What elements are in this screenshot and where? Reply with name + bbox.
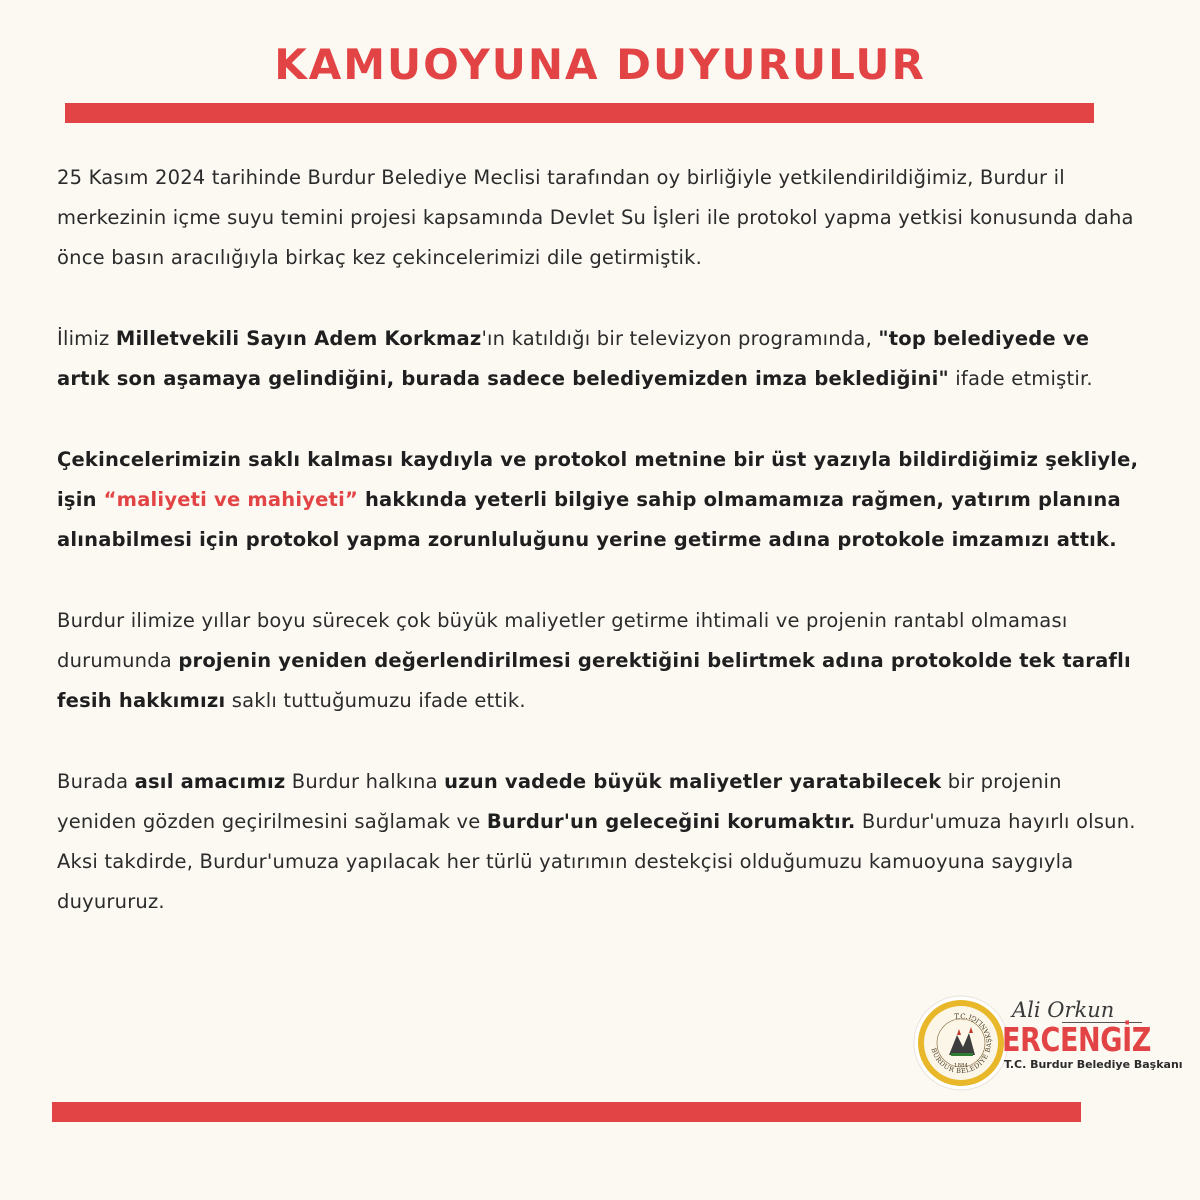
signature-surname: ERCENGİZ <box>1002 1020 1151 1059</box>
signature-block <box>1002 998 1183 1078</box>
p5-bold-1: asıl amacımız <box>134 770 286 793</box>
bottom-divider-bar <box>52 1102 1081 1122</box>
p4-text-1: Burdur ilimize yıllar boyu sürecek çok büyük maliyetler getirme ihtimali ve projenin rantabl olmaması durumunda <box>57 609 1068 672</box>
seal-year-text: 1884 <box>954 1063 968 1069</box>
p5-text-2: Burdur halkına <box>285 770 445 793</box>
p3-red-highlight: “maliyeti ve mahiyeti” <box>103 488 358 511</box>
signature-role: T.C. Burdur Belediye Başkanı <box>1004 1058 1183 1071</box>
p4-text-2: saklı tuttuğumuzu ifade ettik. <box>225 689 526 712</box>
p2-text-2: 'ın katıldığı bir televizyon programında, <box>481 327 879 350</box>
municipality-seal-icon <box>913 995 1009 1091</box>
p5-text-4: Burdur'umuza hayırlı olsun. Aksi takdirde, Burdur'umuza yapılacak her türlü yatırımın destekçisi olduğumuzu kamuoyuna saygıyla duyururuz. <box>57 810 1136 913</box>
p5-bold-3: Burdur'un geleceğini korumaktır. <box>486 810 856 833</box>
p5-text-1: Burada <box>57 770 135 793</box>
p3-bold-2: hakkında yeterli bilgiye sahip olmamamıza rağmen, yatırım planına alınabilmesi için protokol yapma zorunluluğunu yerine getirme adına protokole imzamızı attık. <box>57 488 1121 551</box>
top-divider-bar <box>65 103 1094 123</box>
signature-script: Ali Orkun <box>1012 998 1115 1022</box>
p2-bold-quote: "top belediyede ve artık son aşamaya gelindiğini, burada sadece belediyemizden imza beklediğini" <box>57 327 1090 390</box>
seal-tc-text: T.C. <box>954 1013 968 1021</box>
paragraph-2 <box>57 319 1147 399</box>
p2-bold-1: Milletvekili Sayın Adem Korkmaz <box>115 327 482 350</box>
paragraph-3 <box>57 440 1147 560</box>
seal-ring-text: BURDUR BELEDİYE BAŞKANLIĞI <box>929 1012 994 1076</box>
p5-text-3: bir projenin yeniden gözden geçirilmesini sağlamak ve <box>57 770 1062 833</box>
p2-text-1: İlimiz <box>57 327 116 350</box>
paragraph-1 <box>57 158 1147 278</box>
paragraph-1-text: 25 Kasım 2024 tarihinde Burdur Belediye Meclisi tarafından oy birliğiyle yetkilendirildiğimiz, Burdur il merkezinin içme suyu temini projesi kapsamında Devlet Su İşleri ile protokol yapma yetkisi konusunda daha önce basın aracılığıyla birkaç kez çekincelerimizi dile getirmiştik. <box>57 166 1134 269</box>
announcement-body <box>57 158 1147 963</box>
paragraph-5 <box>57 762 1147 922</box>
p3-bold-1: Çekincelerimizin saklı kalması kaydıyla ve protokol metnine bir üst yazıyla bildirdiğimiz şekliyle, işin <box>57 448 1139 511</box>
p5-bold-2: uzun vadede büyük maliyetler yaratabilecek <box>444 770 942 793</box>
page-title: KAMUOYUNA DUYURULUR <box>274 40 926 89</box>
p2-text-3: ifade etmiştir. <box>948 367 1093 390</box>
paragraph-4 <box>57 601 1147 721</box>
p4-bold-1: projenin yeniden değerlendirilmesi gerektiğini belirtmek adına protokolde tek taraflı fesih hakkımızı <box>57 649 1131 712</box>
